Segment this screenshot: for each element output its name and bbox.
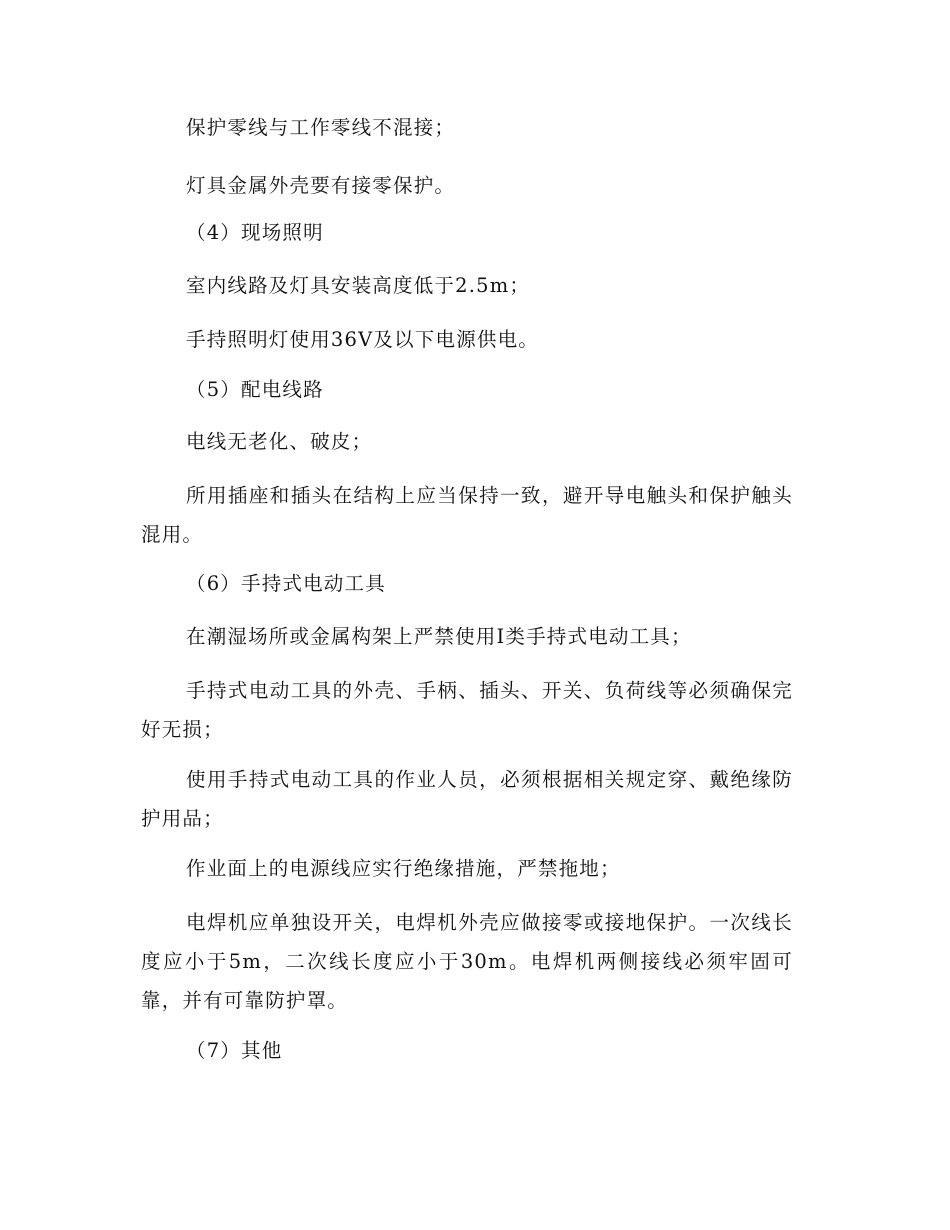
section-heading-site-lighting: （4）现场照明 xyxy=(186,221,324,244)
paragraph-indoor-lines: 室内线路及灯具安装高度低于2.5m； xyxy=(186,274,531,297)
paragraph-sockets-plugs: 所用插座和插头在结构上应当保持一致，避开导电触头和保护触头混用。 xyxy=(141,484,793,546)
section-heading-distribution-lines: （5）配电线路 xyxy=(186,378,324,401)
paragraph-tool-integrity: 手持式电动工具的外壳、手柄、插头、开关、负荷线等必须确保完好无损； xyxy=(141,679,793,741)
paragraph-zero-line: 保护零线与工作零线不混接； xyxy=(186,116,456,139)
paragraph-handheld-lamp: 手持照明灯使用36V及以下电源供电。 xyxy=(186,328,539,351)
section-heading-other: （7）其他 xyxy=(186,1039,283,1062)
paragraph-welding-machine: 电焊机应单独设开关，电焊机外壳应做接零或接地保护。一次线长度应小于5m，二次线长度应小于30m。电焊机两侧接线必须牢固可靠，并有可靠防护罩。 xyxy=(141,911,793,1012)
paragraph-lamp-housing: 灯具金属外壳要有接零保护。 xyxy=(186,174,456,197)
paragraph-damp-locations: 在潮湿场所或金属构架上严禁使用Ⅰ类手持式电动工具； xyxy=(186,625,692,648)
paragraph-power-cord: 作业面上的电源线应实行绝缘措施，严禁拖地； xyxy=(186,857,621,880)
paragraph-wire-condition: 电线无老化、破皮； xyxy=(186,430,373,453)
section-heading-power-tools: （6）手持式电动工具 xyxy=(186,572,386,595)
paragraph-protective-gear: 使用手持式电动工具的作业人员，必须根据相关规定穿、戴绝缘防护用品； xyxy=(141,768,793,830)
